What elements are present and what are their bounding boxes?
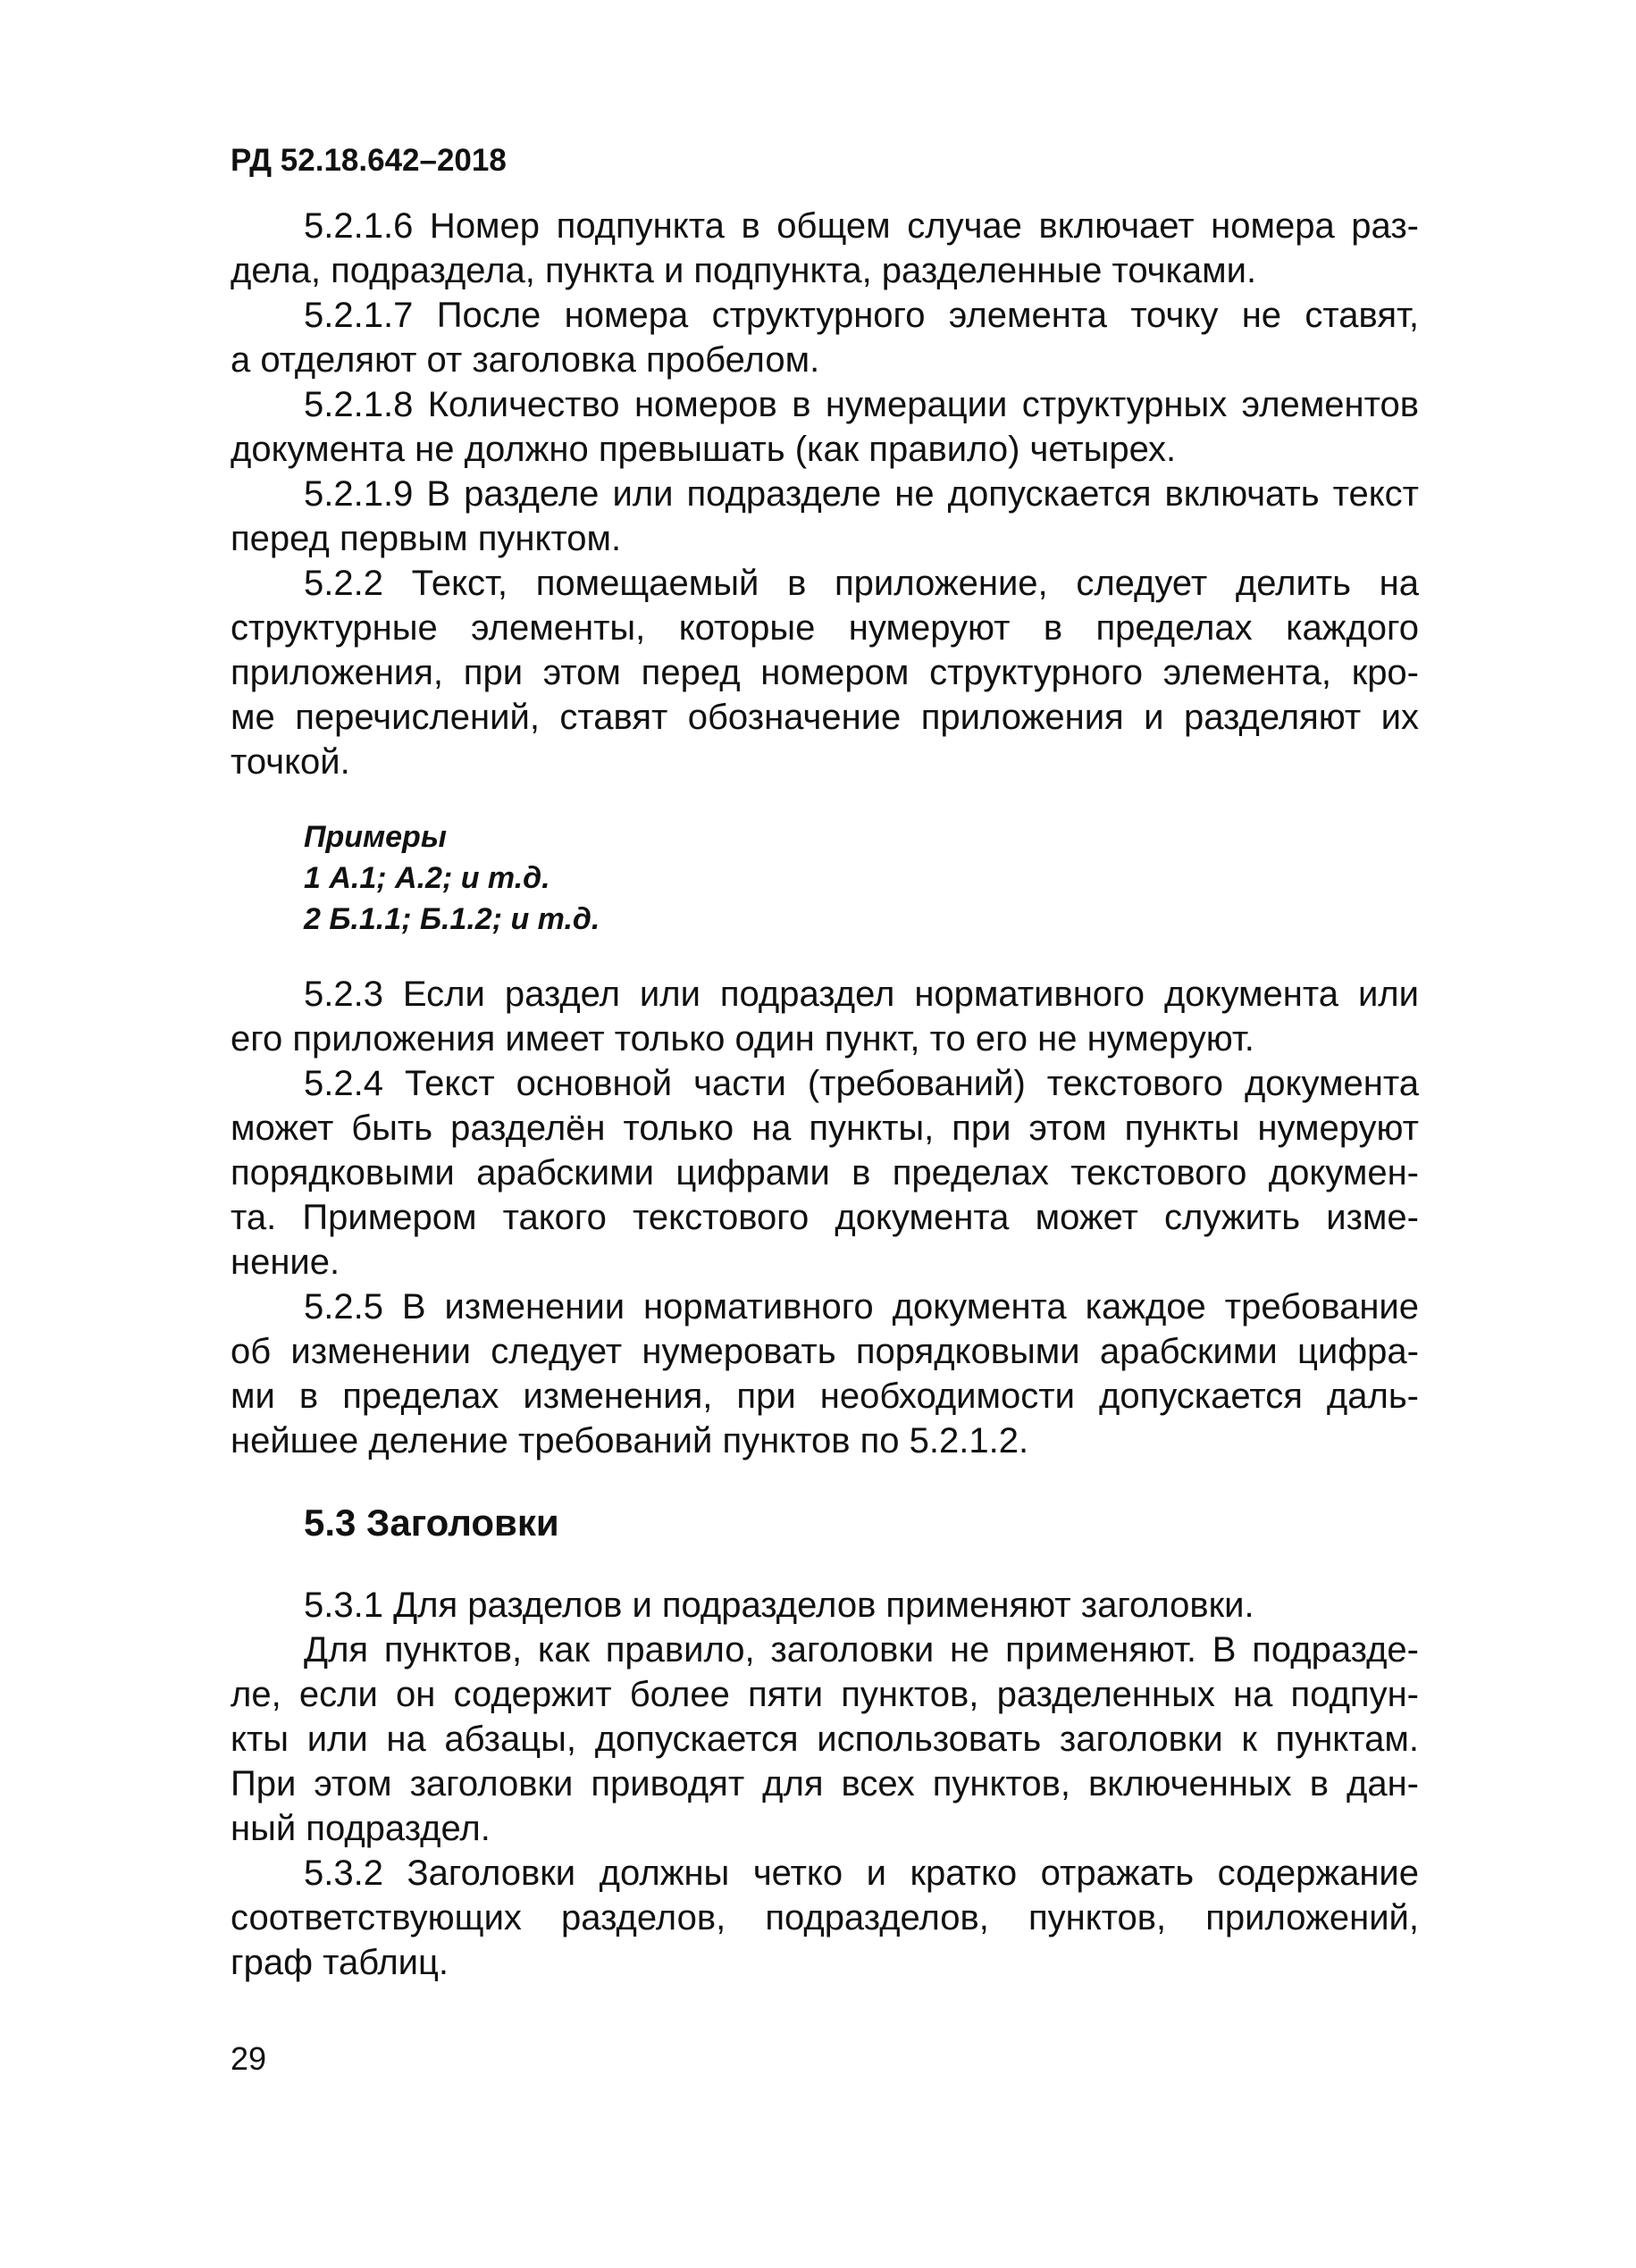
spacer <box>231 1551 1419 1583</box>
text-line: приложения, при этом перед номером структурного элемента, кро- <box>231 653 1419 692</box>
text-line: 5.2.5 В изменении нормативного документа каждое требование <box>304 1287 1419 1326</box>
text-line: граф таблиц. <box>231 1943 449 1982</box>
text-line: 5.2.1.6 Номер подпункта в общем случае включает номера раз- <box>304 206 1419 246</box>
paragraph-5-3-1-continued <box>231 1628 1419 1851</box>
text-line: При этом заголовки приводят для всех пунктов, включенных в дан- <box>231 1764 1419 1804</box>
text-line: структурные элементы, которые нумеруют в пределах каждого <box>231 608 1419 648</box>
text-line: 5.3.2 Заголовки должны четко и кратко отражать содержание <box>304 1854 1419 1893</box>
text-line: 5.2.3 Если раздел или подраздел нормативного документа или <box>304 975 1419 1014</box>
text-line: 5.2.1.8 Количество номеров в нумерации структурных элементов <box>304 385 1419 424</box>
text-line: ми в пределах изменения, при необходимости допускается даль- <box>231 1377 1419 1416</box>
page-body <box>231 204 1419 1985</box>
paragraph-5-2-1-9 <box>231 472 1419 561</box>
paragraph-5-2-1-8 <box>231 382 1419 472</box>
spacer <box>231 784 1419 816</box>
text-line: ле, если он содержит более пяти пунктов, разделенных на подпун- <box>231 1675 1419 1714</box>
text-line: ный подраздел. <box>231 1809 491 1848</box>
text-line: а отделяют от заголовка пробелом. <box>231 340 820 380</box>
example-item: 1 А.1; А.2; и т.д. <box>304 861 550 895</box>
text-line: 5.2.2 Текст, помещаемый в приложение, следует делить на <box>304 564 1419 603</box>
document-code-header: РД 52.18.642–2018 <box>231 143 507 178</box>
paragraph-5-3-1 <box>231 1583 1419 1628</box>
text-line: об изменении следует нумеровать порядковыми арабскими цифра- <box>231 1332 1419 1371</box>
text-line: 5.3.1 Для разделов и подразделов применяют заголовки. <box>304 1586 1254 1625</box>
examples-block <box>231 816 1419 940</box>
text-line: нение. <box>231 1243 340 1282</box>
paragraph-5-2-5 <box>231 1285 1419 1463</box>
text-line: может быть разделён только на пункты, при этом пункты нумеруют <box>231 1109 1419 1148</box>
text-line: документа не должно превышать (как правило) четырех. <box>231 430 1177 469</box>
text-line: перед первым пунктом. <box>231 519 622 558</box>
text-line: его приложения имеет только один пункт, то его не нумеруют. <box>231 1019 1254 1059</box>
paragraph-5-2-1-7 <box>231 293 1419 382</box>
paragraph-5-2-4 <box>231 1061 1419 1285</box>
section-heading: 5.3 Заголовки <box>304 1502 559 1544</box>
text-line: нейшее деление требований пунктов по 5.2.1.2. <box>231 1421 1029 1460</box>
text-line: соответствующих разделов, подразделов, пунктов, приложений, <box>231 1898 1419 1937</box>
text-line: та. Примером такого текстового документа может служить изме- <box>231 1198 1419 1237</box>
page-number: 29 <box>231 2040 267 2077</box>
paragraph-5-3-2 <box>231 1851 1419 1985</box>
text-line: 5.2.1.7 После номера структурного элемента точку не ставят, <box>304 296 1419 335</box>
text-line: порядковыми арабскими цифрами в пределах текстового докумен- <box>231 1153 1419 1193</box>
example-item: 2 Б.1.1; Б.1.2; и т.д. <box>304 902 600 936</box>
text-line: 5.2.1.9 В разделе или подразделе не допускается включать текст <box>304 474 1419 514</box>
spacer <box>231 940 1419 972</box>
paragraph-5-2-1-6 <box>231 204 1419 293</box>
spacer <box>231 1463 1419 1495</box>
paragraph-5-2-2 <box>231 561 1419 784</box>
text-line: Для пунктов, как правило, заголовки не применяют. В подразде- <box>304 1630 1419 1670</box>
text-line: кты или на абзацы, допускается использовать заголовки к пунктам. <box>231 1720 1419 1759</box>
text-line: дела, подраздела, пункта и подпункта, разделенные точками. <box>231 251 1257 290</box>
text-line: ме перечислений, ставят обозначение приложения и разделяют их <box>231 698 1419 737</box>
text-line: 5.2.4 Текст основной части (требований) текстового документа <box>304 1064 1419 1103</box>
examples-title: Примеры <box>304 820 447 854</box>
text-line: точкой. <box>231 742 350 782</box>
paragraph-5-2-3 <box>231 972 1419 1061</box>
